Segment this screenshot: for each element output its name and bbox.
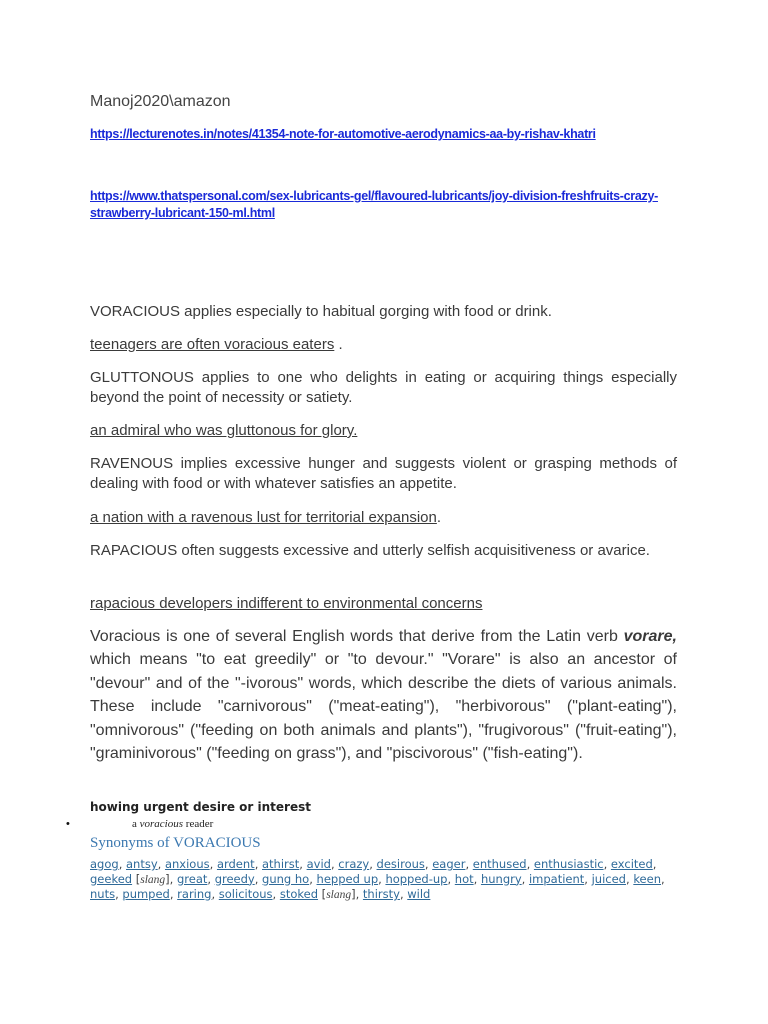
voracious-definition: VORACIOUS applies especially to habitual gorging with food or drink. xyxy=(90,303,552,320)
synonym-link[interactable]: solicitous xyxy=(218,887,273,901)
usage-example-post: reader xyxy=(183,818,214,830)
synonym-link[interactable]: hepped up xyxy=(316,871,379,886)
synonym-tag: slang xyxy=(140,873,166,886)
synonym-link[interactable]: hopped-up xyxy=(385,871,448,886)
document-header: Manoj2020\amazon xyxy=(90,93,231,110)
usage-example xyxy=(132,818,213,830)
etymology-paragraph xyxy=(90,625,677,765)
bullet-marker: • xyxy=(66,818,70,830)
synonyms-list: agog, antsy, anxious, ardent, athirst, avid, crazy, desirous, eager, enthused, enthusiastic, excited, geeked [slang], great, greedy, gung ho, hepped up, hopped-up, hot, hungry, impatient, juiced, keen, nuts, pumped, raring, solicitous, stoked [slang], thirsty, wild xyxy=(90,857,665,901)
ravenous-example-tail: . xyxy=(436,509,442,526)
synonym-link[interactable]: desirous xyxy=(376,857,425,871)
synonym-link[interactable]: geeked xyxy=(90,871,133,886)
voracious-example-text: teenagers are often voracious eaters xyxy=(90,336,335,353)
synonym-link[interactable]: thirsty xyxy=(362,887,400,901)
synonym-link[interactable]: juiced xyxy=(591,871,626,886)
synonym-tag: slang xyxy=(326,889,352,901)
synonym-link[interactable]: wild xyxy=(407,887,431,901)
synonym-link[interactable]: athirst xyxy=(262,857,300,871)
thatspersonal-link[interactable]: https://www.thatspersonal.com/sex-lubricants-gel/flavoured-lubricants/joy-division-freshfruits-crazy-strawberry-lubricant-150-ml.html xyxy=(90,189,658,220)
synonym-link[interactable]: pumped xyxy=(122,887,170,901)
synonyms-title: Synonyms of VORACIOUS xyxy=(90,835,261,851)
definition-text: howing urgent desire or interest xyxy=(90,800,311,814)
rapacious-example-text: rapacious developers indifferent to environmental concerns xyxy=(90,595,483,612)
gluttonous-example xyxy=(90,421,677,441)
usage-example-pre: a xyxy=(132,818,140,830)
ravenous-example xyxy=(90,508,677,528)
synonym-link[interactable]: hot xyxy=(454,871,474,886)
etymology-part1: Voracious is one of several English words that derive from the Latin verb xyxy=(90,628,624,645)
synonym-link[interactable]: crazy xyxy=(338,857,370,871)
synonym-link[interactable]: greedy xyxy=(214,871,255,886)
synonym-link[interactable]: antsy xyxy=(126,857,158,871)
synonym-link[interactable]: hungry xyxy=(480,871,522,886)
synonym-link[interactable]: agog xyxy=(90,857,119,871)
synonym-link[interactable]: great xyxy=(176,871,208,886)
synonym-link[interactable]: gung ho xyxy=(262,871,310,886)
lecturenotes-link[interactable]: https://lecturenotes.in/notes/41354-note-for-automotive-aerodynamics-aa-by-rishav-khatri xyxy=(90,127,596,141)
rapacious-definition: RAPACIOUS often suggests excessive and utterly selfish acquisitiveness or avarice. xyxy=(90,542,650,559)
synonym-link[interactable]: stoked xyxy=(279,887,319,901)
synonym-link[interactable]: ardent xyxy=(216,857,255,871)
usage-example-word: voracious xyxy=(139,818,184,830)
synonym-link[interactable]: impatient xyxy=(528,871,585,886)
ravenous-example-text: a nation with a ravenous lust for territorial expansion xyxy=(90,509,437,526)
synonym-link[interactable]: excited xyxy=(610,857,653,871)
gluttonous-example-text: an admiral who was gluttonous for glory. xyxy=(90,422,358,439)
synonym-link[interactable]: enthused xyxy=(472,857,527,871)
etymology-part2: which means "to eat greedily" or "to devour." "Vorare" is also an ancestor of "devour" and of the "-ivorous" words, which describe the diets of various animals. These include "carnivorous" ("meat-eating"), "herbivorous" ("plant-eating"), "omnivorous" ("feeding on both animals and plants"), "frugivorous" ("fruit-eating"), "graminivorous" ("feeding on grass"), and "piscivorous" ("fish-eating"). xyxy=(90,651,677,763)
voracious-example xyxy=(90,335,677,355)
etymology-verb: vorare, xyxy=(623,628,677,645)
rapacious-example xyxy=(90,594,677,614)
synonym-link[interactable]: raring xyxy=(177,887,212,901)
synonym-link[interactable]: avid xyxy=(306,857,331,871)
synonym-link[interactable]: enthusiastic xyxy=(533,857,604,871)
ravenous-definition: RAVENOUS implies excessive hunger and suggests violent or grasping methods of dealing with food or with whatever satisfies an appetite. xyxy=(90,455,677,492)
synonym-link[interactable]: keen xyxy=(633,871,662,886)
synonym-link[interactable]: nuts xyxy=(90,887,116,901)
synonym-link[interactable]: anxious xyxy=(164,857,210,871)
voracious-example-tail: . xyxy=(334,336,343,353)
synonym-link[interactable]: eager xyxy=(432,857,466,871)
gluttonous-definition: GLUTTONOUS applies to one who delights in eating or acquiring things especially beyond the point of necessity or satiety. xyxy=(90,369,677,406)
